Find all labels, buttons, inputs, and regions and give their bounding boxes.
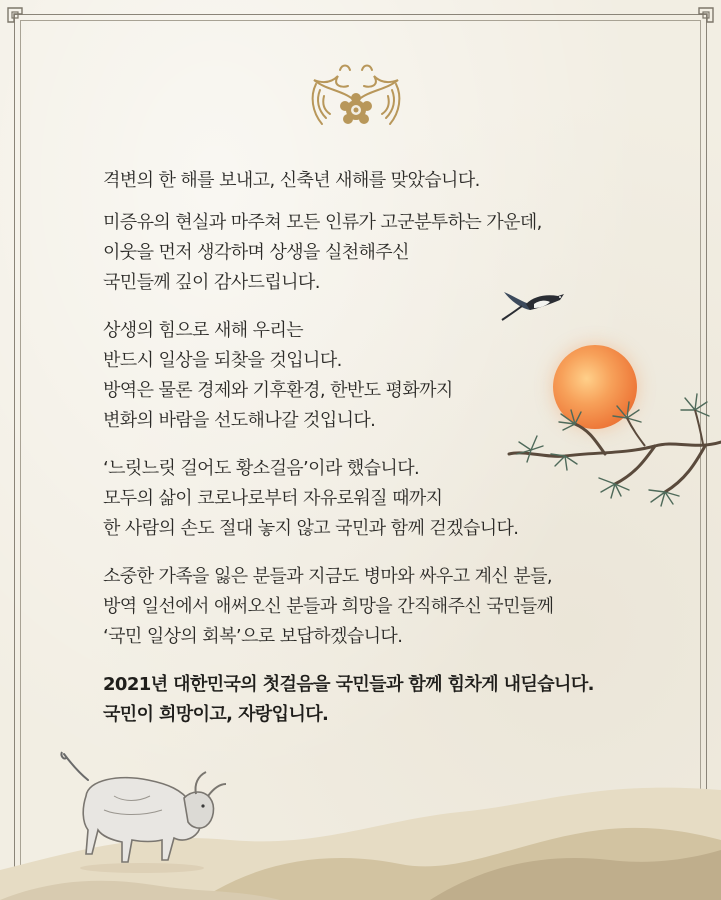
closing-line: 2021년 대한민국의 첫걸음을 국민들과 함께 힘차게 내딛습니다. — [103, 674, 594, 695]
text-line: 격변의 한 해를 보내고, 신축년 새해를 맞았습니다. — [103, 170, 480, 191]
ox-icon — [58, 750, 228, 875]
phoenix-emblem-icon — [296, 60, 416, 138]
text-line: 변화의 바람을 선도해나갈 것입니다. — [103, 410, 376, 431]
text-line: 방역은 물론 경제와 기후환경, 한반도 평화까지 — [103, 380, 453, 401]
closing-paragraph — [103, 670, 663, 730]
text-line: 방역 일선에서 애써오신 분들과 희망을 간직해주신 국민들께 — [103, 596, 554, 617]
paragraph-5 — [103, 562, 663, 652]
magpie-icon — [500, 282, 572, 322]
paragraph-1 — [103, 166, 663, 196]
text-line: 모두의 삶이 코로나로부터 자유로워질 때까지 — [103, 488, 443, 509]
paragraph-2 — [103, 208, 663, 298]
text-line: 소중한 가족을 잃은 분들과 지금도 병마와 싸우고 계신 분들, — [103, 566, 553, 587]
text-line: 미증유의 현실과 마주쳐 모든 인류가 고군분투하는 가운데, — [103, 212, 542, 233]
text-line: 국민들께 깊이 감사드립니다. — [103, 272, 320, 293]
text-line: 반드시 일상을 되찾을 것입니다. — [103, 350, 342, 371]
text-line: 한 사람의 손도 절대 놓지 않고 국민과 함께 걷겠습니다. — [103, 518, 519, 539]
pine-branch-icon — [505, 380, 721, 540]
text-line: 이웃을 먼저 생각하며 상생을 실천해주신 — [103, 242, 409, 263]
corner-ornament-icon — [6, 6, 32, 32]
text-line: ‘느릿느릿 걸어도 황소걸음’이라 했습니다. — [103, 458, 420, 479]
corner-ornament-icon — [689, 6, 715, 32]
closing-line: 국민이 희망이고, 자랑입니다. — [103, 704, 329, 725]
text-line: ‘국민 일상의 회복’으로 보답하겠습니다. — [103, 626, 403, 647]
text-line: 상생의 힘으로 새해 우리는 — [103, 320, 304, 341]
